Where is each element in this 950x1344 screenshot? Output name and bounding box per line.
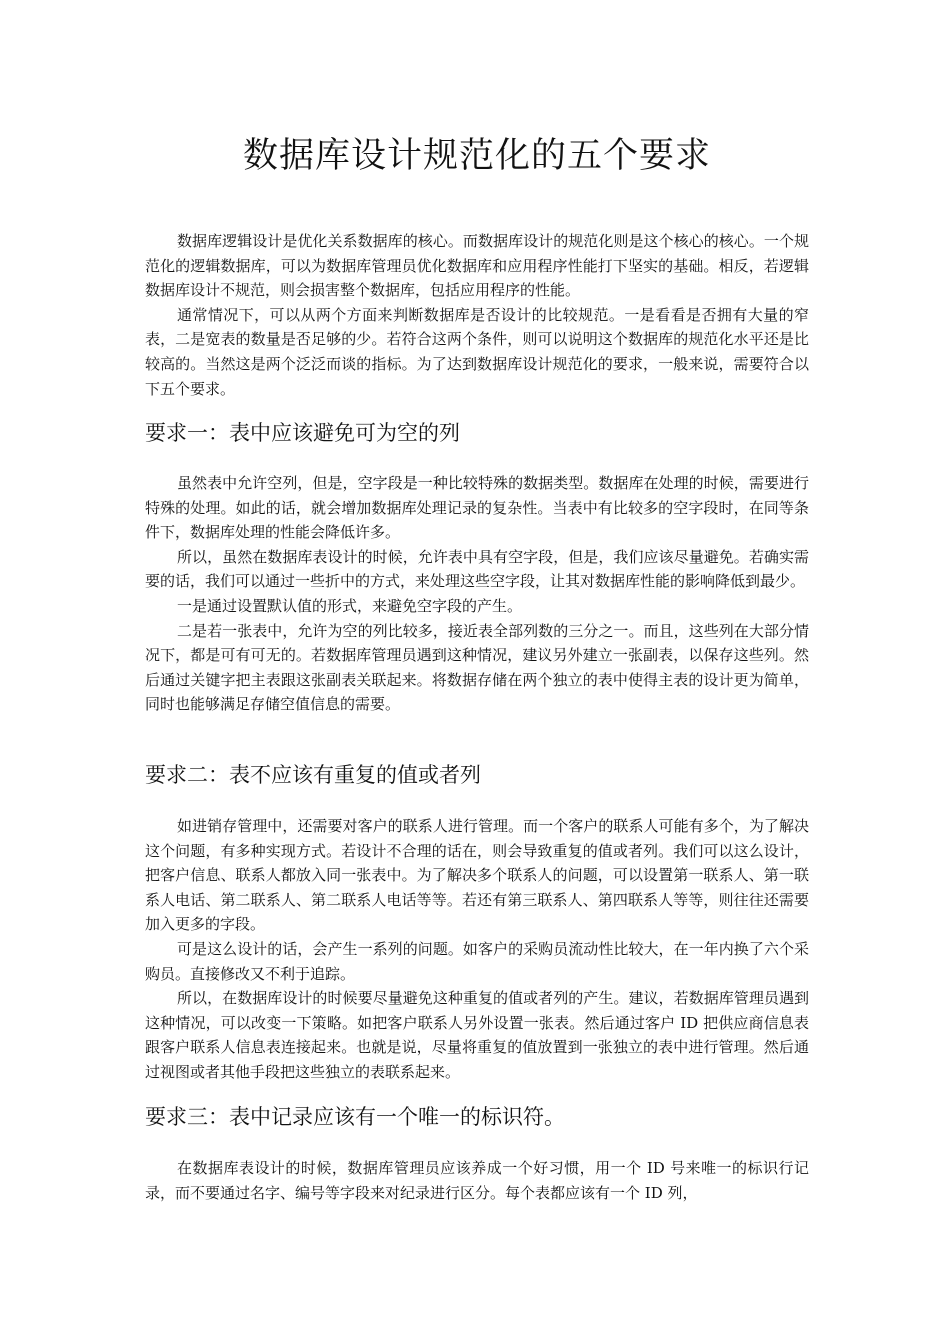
paragraph: 通常情况下，可以从两个方面来判断数据库是否设计的比较规范。一是看看是否拥有大量的窄表，二是宽表的数量是否足够的少。若符合这两个条件，则可以说明这个数据库的规范化水平还是比较高的。当然这是两个泛泛而谈的指标。为了达到数据库设计规范化的要求，一般来说，需要符合以下五个要求。 <box>145 305 809 398</box>
section-heading: 要求一：表中应该避免可为空的列 <box>145 421 460 445</box>
paragraph: 所以，在数据库设计的时候要尽量避免这种重复的值或者列的产生。建议，若数据库管理员遇到这种情况，可以改变一下策略。如把客户联系人另外设置一张表。然后通过客户 ID 把供应商信息表跟客户联系人信息表连接起来。也就是说，尽量将重复的值放置到一张独立的表中进行管理。然后通过视图或者其他手段把这些独立的表联系起来。 <box>145 989 809 1081</box>
paragraph: 二是若一张表中，允许为空的列比较多，接近表全部列数的三分之一。而且，这些列在大部分情况下，都是可有可无的。若数据库管理员遇到这种情况，建议另外建立一张副表，以保存这些列。然后通过关键字把主表跟这张副表关联起来。将数据存储在两个独立的表中使得主表的设计更为简单，同时也能够满足存储空值信息的需要。 <box>145 621 809 714</box>
section-body <box>145 471 809 717</box>
section-heading: 要求二：表不应该有重复的值或者列 <box>145 763 481 787</box>
paragraph: 数据库逻辑设计是优化关系数据库的核心。而数据库设计的规范化则是这个核心的核心。一个规范化的逻辑数据库，可以为数据库管理员优化数据库和应用程序性能打下坚实的基础。相反，若逻辑数据库设计不规范，则会损害整个数据库，包括应用程序的性能。 <box>145 232 809 300</box>
section-body <box>145 1156 809 1205</box>
paragraph: 在数据库表设计的时候，数据库管理员应该养成一个好习惯，用一个 ID 号来唯一的标识行记录，而不要通过名字、编号等字段来对纪录进行区分。每个表都应该有一个 ID 列， <box>145 1159 809 1202</box>
intro-section <box>145 229 809 401</box>
section-body <box>145 814 809 1085</box>
page-title: 数据库设计规范化的五个要求 <box>242 136 711 176</box>
paragraph: 虽然表中允许空列，但是，空字段是一种比较特殊的数据类型。数据库在处理的时候，需要进行特殊的处理。如此的话，就会增加数据库处理记录的复杂性。当表中有比较多的空字段时，在同等条件下，数据库处理的性能会降低许多。 <box>145 474 809 542</box>
section-heading: 要求三：表中记录应该有一个唯一的标识符。 <box>145 1105 565 1129</box>
paragraph: 一是通过设置默认值的形式，来避免空字段的产生。 <box>177 596 523 615</box>
paragraph: 可是这么设计的话，会产生一系列的问题。如客户的采购员流动性比较大，在一年内换了六个采购员。直接修改又不利于追踪。 <box>145 939 809 983</box>
paragraph: 所以，虽然在数据库表设计的时候，允许表中具有空字段，但是，我们应该尽量避免。若确实需要的话，我们可以通过一些折中的方式，来处理这些空字段，让其对数据库性能的影响降低到最少。 <box>145 547 809 591</box>
paragraph: 如进销存管理中，还需要对客户的联系人进行管理。而一个客户的联系人可能有多个，为了解决这个问题，有多种实现方式。若设计不合理的话在，则会导致重复的值或者列。我们可以这么设计，把客户信息、联系人都放入同一张表中。为了解决多个联系人的问题，可以设置第一联系人、第一联系人电话、第二联系人、第二联系人电话等等。若还有第三联系人、第四联系人等等，则往往还需要加入更多的字段。 <box>145 817 809 934</box>
